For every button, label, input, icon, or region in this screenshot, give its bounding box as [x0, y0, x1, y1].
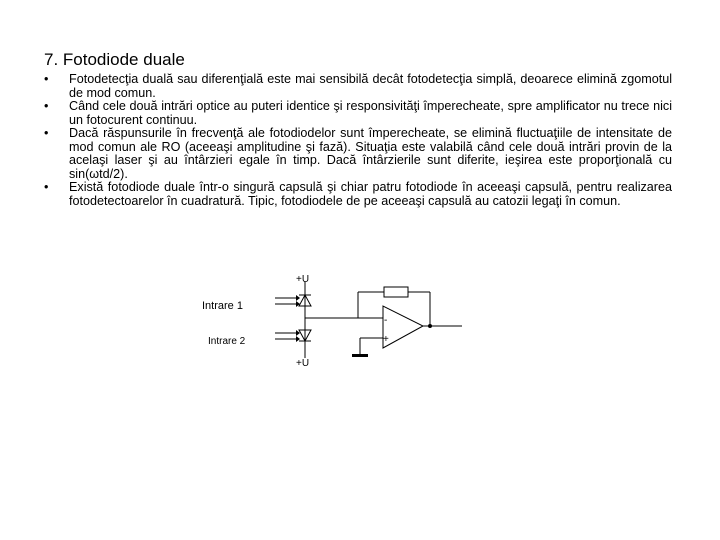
- ground-icon: [352, 354, 368, 357]
- op-amp-minus-label: -: [384, 315, 388, 326]
- arrowhead-1a: [296, 295, 300, 301]
- slide-title: 7. Fotodiode duale: [44, 50, 185, 69]
- bullet-dot: •: [44, 72, 49, 86]
- junction-dot: [428, 324, 432, 328]
- bullet-item: [44, 127, 672, 181]
- feedback-resistor: [384, 287, 408, 297]
- bullet-text: Fotodetecţia duală sau diferenţială este mai sensibilă decât fotodetecţia simplă, deoarece elimină zgomotul de mod comun.: [69, 72, 672, 100]
- top-supply-label: +U: [296, 274, 310, 285]
- bullet-text: Când cele două intrări optice au puteri identice şi responsivităţi împerecheate, spre amplificator nu trece nici un fotocurent continuu.: [69, 99, 672, 127]
- circuit-diagram: [180, 262, 470, 372]
- bottom-supply-label: +U: [296, 358, 310, 369]
- op-amp-icon: [383, 306, 423, 348]
- bullet-text: Dacă răspunsurile în frecvenţă ale fotodiodelor sunt împerecheate, se elimină fluctuaţiile de intensitate de mod comun ale RO (aceeaşi amplitudine şi fază). Situaţia este valabilă când cele două intrări provin de la acelaşi laser şi au întârzieri egale în timp. Dacă întârzierile sunt diferite, ieşirea este proporţională cu sin(ωtd/2).: [69, 126, 672, 181]
- bullet-item: [44, 100, 672, 127]
- bullet-text: Există fotodiode duale într-o singură capsulă şi chiar patru fotodiode în aceeaşi capsulă, pentru realizarea fotodetectoarelor în cuadratură. Tipic, fotodiodele de pe aceeaşi capsulă au catozii legaţi în comun.: [69, 180, 672, 208]
- bullet-dot: •: [44, 126, 49, 140]
- op-amp-plus-label: +: [383, 334, 389, 345]
- bullet-item: [44, 73, 672, 100]
- input-2-label: Intrare 2: [208, 336, 246, 347]
- bullet-dot: •: [44, 180, 49, 194]
- bullet-item: [44, 181, 672, 208]
- bullet-dot: •: [44, 99, 49, 113]
- bullet-list: [44, 73, 672, 208]
- input-1-label: Intrare 1: [202, 300, 243, 312]
